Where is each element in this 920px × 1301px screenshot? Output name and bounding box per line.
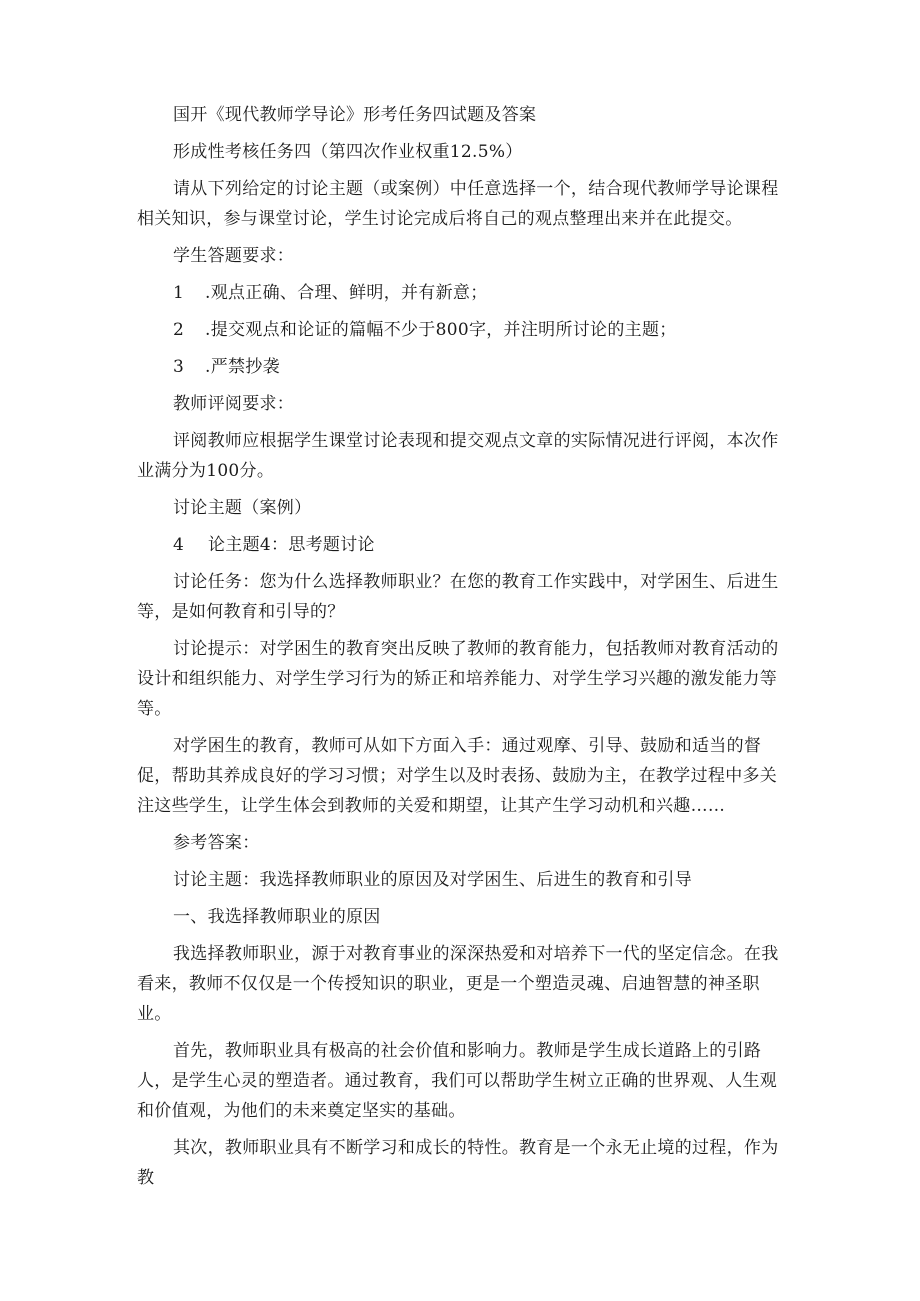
discussion-task: 讨论任务：您为什么选择教师职业？在您的教育工作实践中，对学困生、后进生等，是如何教育和引导的？ xyxy=(137,572,779,622)
answer-paragraph: 其次，教师职业具有不断学习和成长的特性。教育是一个永无止境的过程，作为教 xyxy=(137,1138,779,1188)
discussion-hint-continued: 对学困生的教育，教师可从如下方面入手：通过观摩、引导、鼓励和适当的督促，帮助其养成良好的学习习惯；对学生以及时表扬、鼓励为主，在教学过程中多关注这些学生，让学生体会到教师的关爱和期望，让其产生学习动机和兴趣…… xyxy=(137,736,778,816)
topic-heading: 讨论主题（案例） xyxy=(173,498,312,518)
student-requirement-item xyxy=(137,278,787,308)
student-requirement-item xyxy=(137,352,787,382)
answer-paragraph: 我选择教师职业，源于对教育事业的深深热爱和对培养下一代的坚定信念。在我看来，教师不仅仅是一个传授知识的职业，更是一个塑造灵魂、启迪智慧的神圣职业。 xyxy=(137,944,779,1024)
answer-topic: 讨论主题：我选择教师职业的原因及对学困生、后进生的教育和引导 xyxy=(173,870,692,890)
topic-number: 4 xyxy=(173,535,185,555)
student-requirements-heading: 学生答题要求： xyxy=(173,246,295,266)
teacher-requirements-heading: 教师评阅要求： xyxy=(173,394,295,414)
teacher-requirements-paragraph: 评阅教师应根据学生课堂讨论表现和提交观点文章的实际情况进行评阅，本次作业满分为100分。 xyxy=(137,431,779,481)
list-text: .提交观点和论证的篇幅不少于800字，并注明所讨论的主题； xyxy=(205,320,677,340)
topic-title-text: 论主题4：思考题讨论 xyxy=(208,535,375,555)
student-requirement-item xyxy=(137,315,787,345)
intro-paragraph: 请从下列给定的讨论主题（或案例）中任意选择一个，结合现代教师学导论课程相关知识，参与课堂讨论，学生讨论完成后将自己的观点整理出来并在此提交。 xyxy=(137,179,779,229)
document-page xyxy=(137,100,787,1200)
list-number: 3 xyxy=(173,357,185,377)
doc-subtitle: 形成性考核任务四（第四次作业权重12.5%） xyxy=(173,142,523,162)
list-text: .严禁抄袭 xyxy=(205,357,280,377)
answer-paragraph: 首先，教师职业具有极高的社会价值和影响力。教师是学生成长道路上的引路人，是学生心灵的塑造者。通过教育，我们可以帮助学生树立正确的世界观、人生观和价值观，为他们的未来奠定坚实的基础。 xyxy=(137,1041,778,1121)
list-number: 1 xyxy=(173,283,185,303)
doc-title: 国开《现代教师学导论》形考任务四试题及答案 xyxy=(173,105,537,125)
section-heading: 一、我选择教师职业的原因 xyxy=(173,907,381,927)
discussion-hint: 讨论提示：对学困生的教育突出反映了教师的教育能力，包括教师对教育活动的设计和组织能力、对学生学习行为的矫正和培养能力、对学生学习兴趣的激发能力等等。 xyxy=(137,639,779,719)
list-text: .观点正确、合理、鲜明，并有新意； xyxy=(205,283,488,303)
list-number: 2 xyxy=(173,320,185,340)
answer-heading: 参考答案： xyxy=(173,833,260,853)
topic-title xyxy=(137,530,787,560)
